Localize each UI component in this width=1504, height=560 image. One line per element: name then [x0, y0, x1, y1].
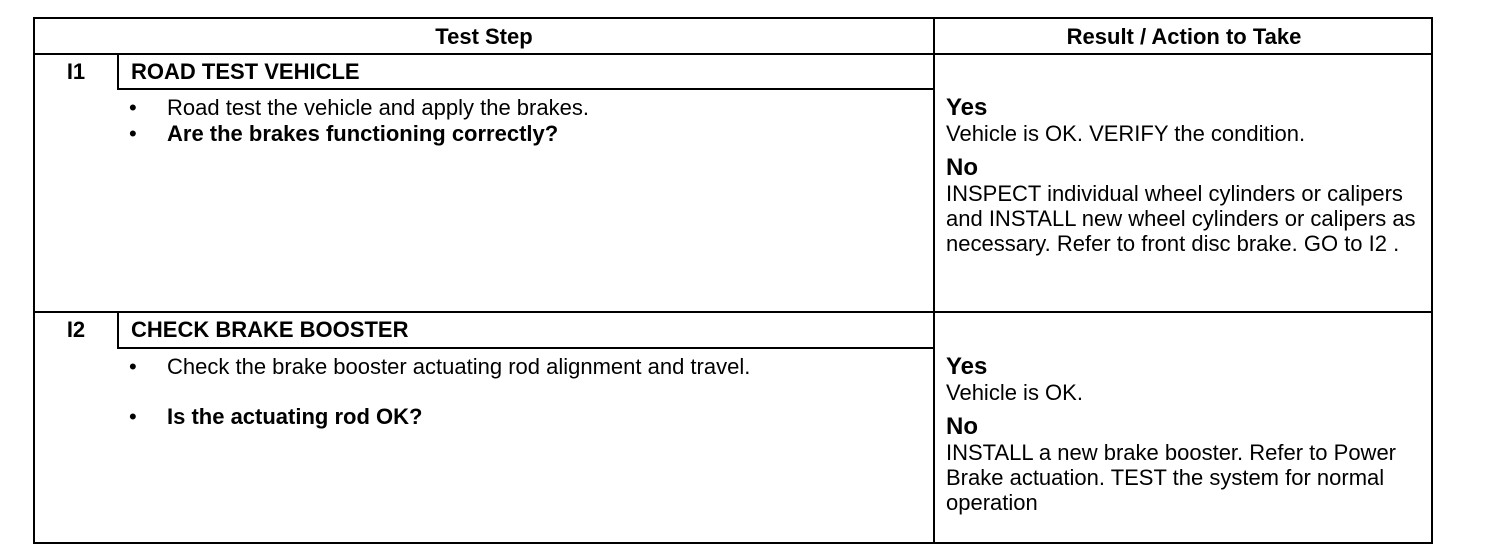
step-number: I1	[66, 59, 86, 84]
step-number-divider	[117, 55, 119, 89]
yes-text: Vehicle is OK. VERIFY the condition.	[946, 121, 1306, 146]
step-title-divider	[117, 88, 933, 90]
yes-label: Yes	[946, 353, 988, 380]
no-text: INSPECT individual wheel cylinders or calipers and INSTALL new wheel cylinders or calipers as necessary. Refer to front disc brake. GO to I2 .	[946, 181, 1416, 256]
bullet-text: Road test the vehicle and apply the brakes.	[167, 95, 589, 120]
header-divider	[35, 53, 1431, 55]
bullet-dot: •	[129, 95, 137, 120]
result-block	[946, 95, 1436, 256]
header-test-step: Test Step	[435, 24, 533, 49]
bullet-dot: •	[129, 121, 137, 146]
bullet-dot: •	[129, 354, 137, 379]
column-divider	[933, 19, 935, 542]
bullet-dot: •	[129, 404, 137, 429]
header-result-action: Result / Action to Take	[1066, 24, 1302, 49]
yes-text: Vehicle is OK.	[946, 380, 1083, 405]
no-label: No	[946, 154, 978, 181]
step-title: CHECK BRAKE BOOSTER	[131, 317, 409, 342]
yes-label: Yes	[946, 94, 988, 121]
step-title-divider	[117, 347, 933, 349]
no-text: INSTALL a new brake booster. Refer to Power Brake actuation. TEST the system for normal operation	[946, 440, 1397, 515]
question-text: Is the actuating rod OK?	[167, 404, 423, 429]
step-title: ROAD TEST VEHICLE	[131, 59, 360, 84]
step-row-divider	[35, 311, 1431, 313]
no-label: No	[946, 413, 978, 440]
question-text: Are the brakes functioning correctly?	[167, 121, 559, 146]
diagnostic-table	[33, 17, 1433, 544]
step-number-divider	[117, 313, 119, 347]
step-number: I2	[66, 317, 86, 342]
result-block	[946, 354, 1436, 515]
bullet-text: Check the brake booster actuating rod alignment and travel.	[167, 354, 751, 379]
